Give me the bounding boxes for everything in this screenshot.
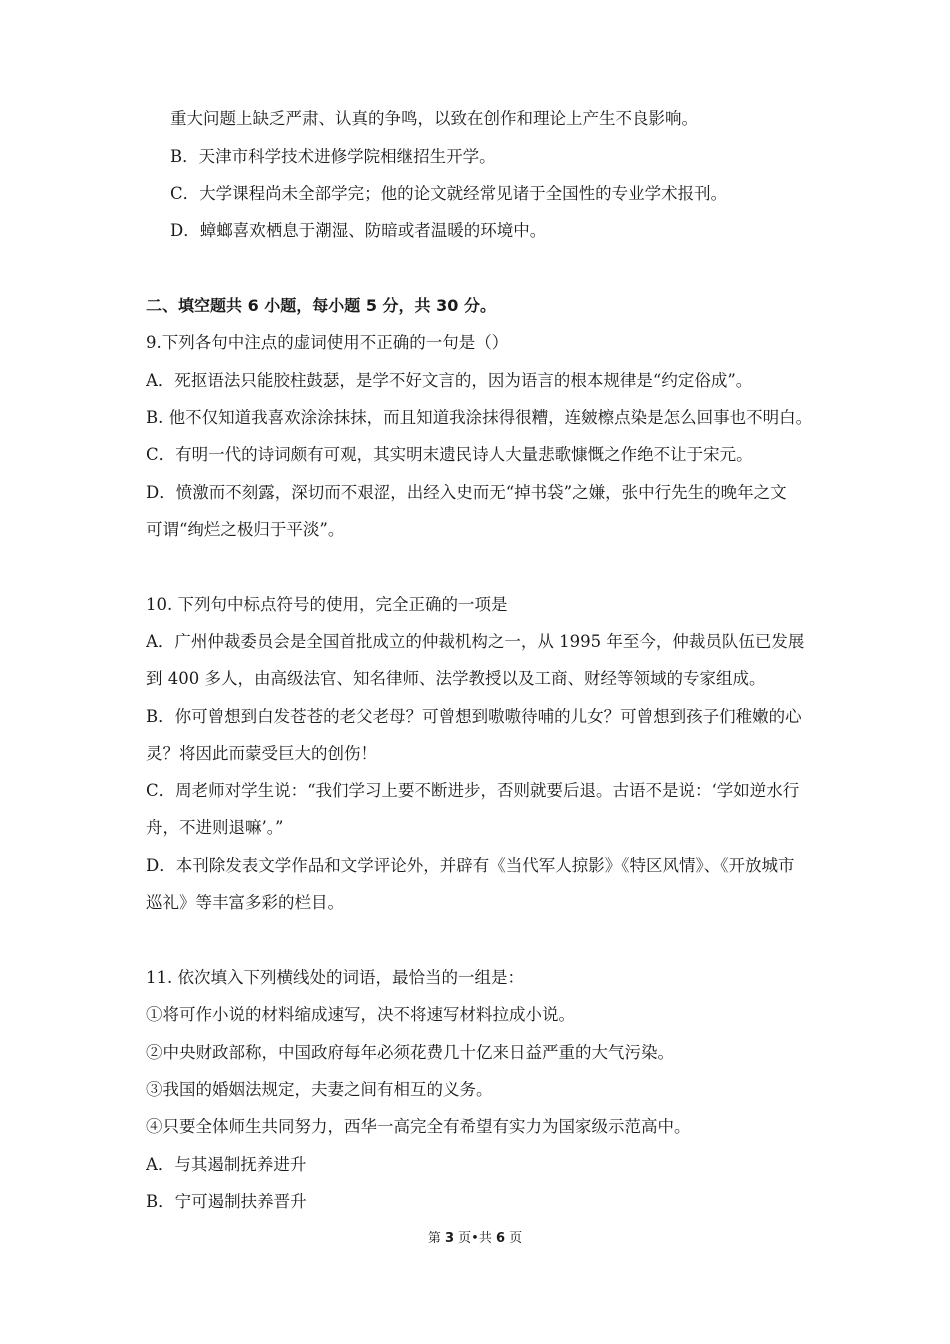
question-11-sentence-2: ②中央财政部称，中国政府每年必须花费几十亿来日益严重的大气污染。	[146, 1043, 674, 1062]
question-9-option-c: C．有明一代的诗词颇有可观，其实明末遗民诗人大量悲歌慷慨之作绝不让于宋元。	[146, 445, 753, 464]
question-10-option-a-cont: 到 400 多人，由高级法官、知名律师、法学教授以及工商、财经等领域的专家组成。	[146, 669, 766, 688]
question-11-sentence-1: ①将可作小说的材料缩成速写，决不将速写材料拉成小说。	[146, 1005, 575, 1024]
text-line: 重大问题上缺乏严肃、认真的争鸣，以致在创作和理论上产生不良影响。	[170, 109, 698, 128]
question-10-option-c: C．周老师对学生说：“我们学习上要不断进步，否则就要后退。古语不是说：‘学如逆水行	[146, 781, 800, 800]
footer-total-pages: 6	[495, 1231, 506, 1246]
footer-page-number: 3	[444, 1231, 455, 1246]
question-10-stem: 10. 下列句中标点符号的使用，完全正确的一项是	[146, 595, 508, 614]
option-c: C．大学课程尚未全部学完；他的论文就经常见诸于全国性的专业学术报刊。	[170, 184, 728, 203]
option-d: D．蟑螂喜欢栖息于潮湿、防暗或者温暖的环境中。	[170, 221, 547, 240]
question-9-stem: 9.下列各句中注点的虚词使用不正确的一句是（）	[146, 333, 509, 352]
page-footer	[0, 1230, 950, 1248]
section-heading: 二、填空题共 6 小题，每小题 5 分，共 30 分。	[146, 296, 496, 315]
question-9-option-b: B. 他不仅知道我喜欢涂涂抹抹，而且知道我涂抹得很糟，连皴檫点染是怎么回事也不明白。	[146, 408, 813, 427]
question-11-sentence-3: ③我国的婚姻法规定，夫妻之间有相互的义务。	[146, 1080, 493, 1099]
question-10-option-b: B．你可曾想到白发苍苍的老父老母？可曾想到嗷嗷待哺的儿女？可曾想到孩子们稚嫩的心	[146, 707, 802, 726]
option-b: B．天津市科学技术进修学院相继招生开学。	[170, 147, 496, 166]
question-10-option-c-cont: 舟，不进则退嘛’。”	[146, 818, 284, 837]
question-11-stem: 11. 依次填入下列横线处的词语，最恰当的一组是：	[146, 968, 524, 987]
question-9-option-d-cont: 可谓“绚烂之极归于平淡”。	[146, 520, 345, 539]
question-10-option-d-cont: 巡礼》等丰富多彩的栏目。	[146, 893, 344, 912]
question-10-option-d: D．本刊除发表文学作品和文学评论外，并辟有《当代军人掠影》《特区风情》、《开放城市	[146, 856, 795, 875]
question-10-option-a: A．广州仲裁委员会是全国首批成立的仲裁机构之一，从 1995 年至今，仲裁员队伍已发展	[146, 632, 805, 651]
question-11-option-b: B．宁可遏制扶养晋升	[146, 1192, 307, 1211]
footer-prefix: 第	[427, 1231, 445, 1246]
question-9-option-d: D．愤激而不刻露，深切而不艰涩，出经入史而无“掉书袋”之嫌，张中行先生的晚年之文	[146, 483, 787, 502]
question-10-option-b-cont: 灵？将因此而蒙受巨大的创伤！	[146, 744, 377, 763]
footer-suffix: 页	[505, 1231, 523, 1246]
question-9-option-a: A．死抠语法只能胶柱鼓瑟，是学不好文言的，因为语言的根本规律是“约定俗成”。	[146, 371, 753, 390]
question-11-sentence-4: ④只要全体师生共同努力，西华一高完全有希望有实力为国家级示范高中。	[146, 1117, 691, 1136]
question-11-option-a: A．与其遏制抚养进升	[146, 1155, 307, 1174]
footer-middle: 页•共	[454, 1231, 496, 1246]
